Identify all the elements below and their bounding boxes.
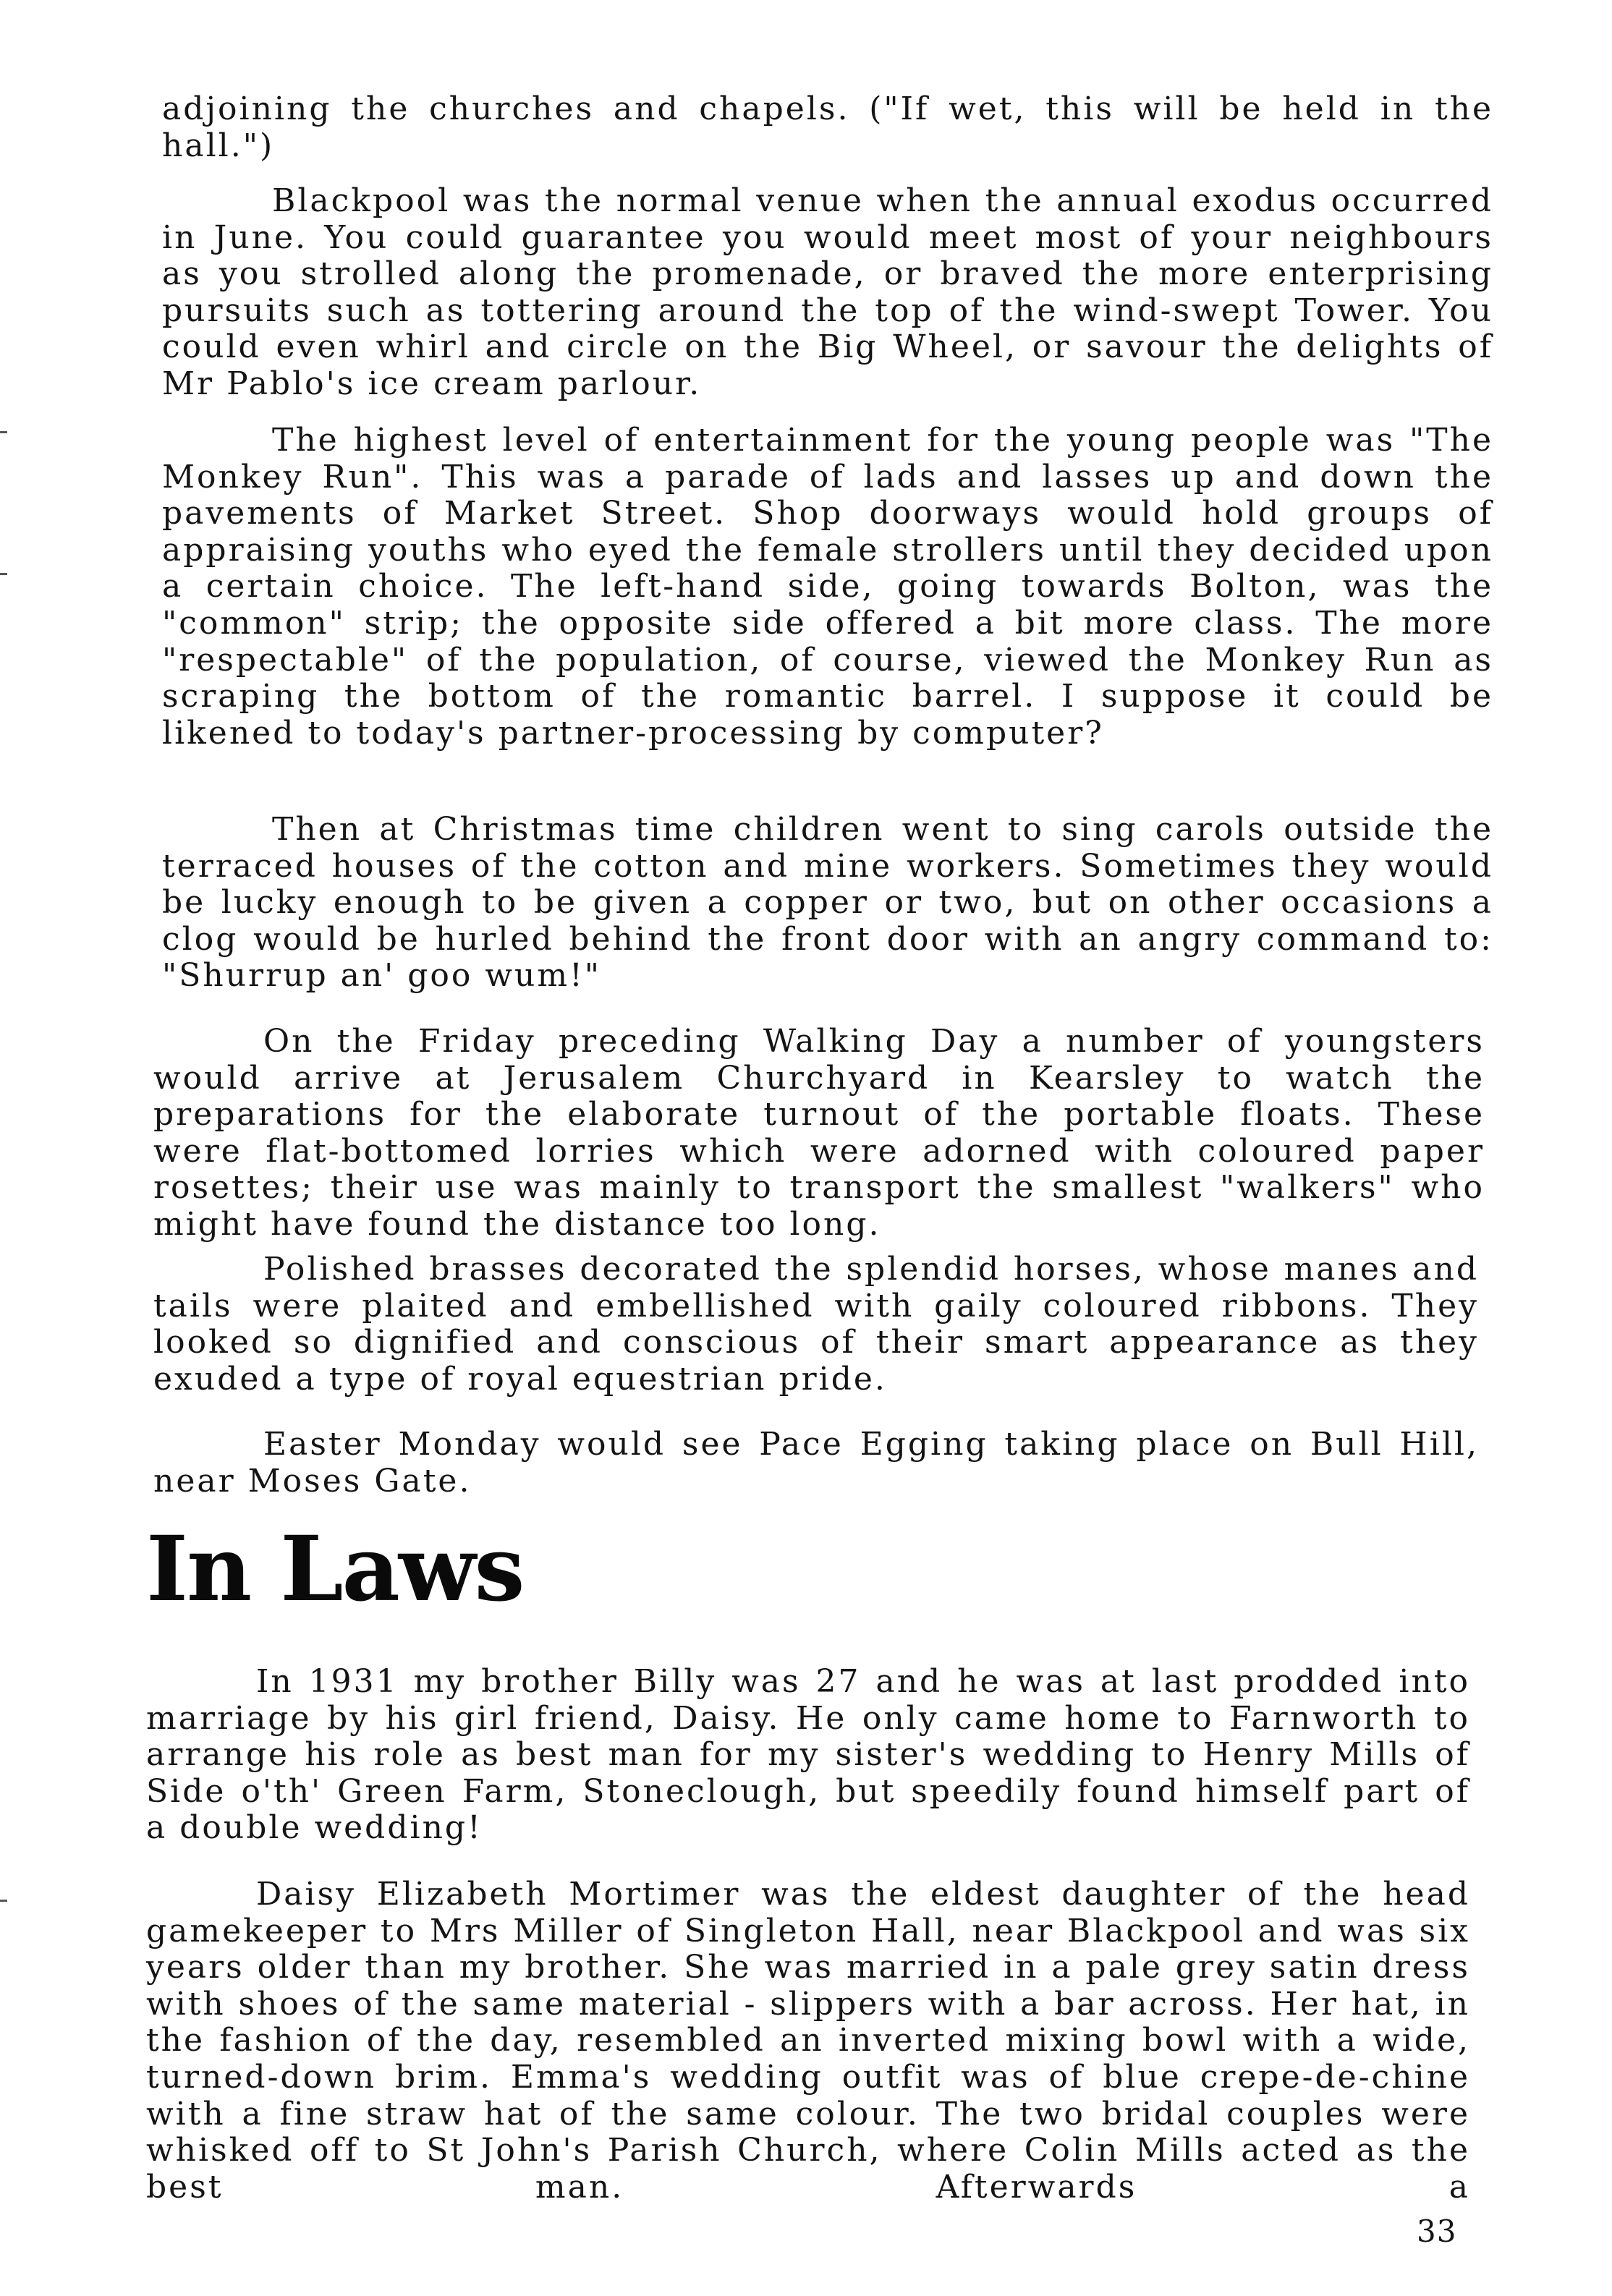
paragraph-hall-continuation: adjoining the churches and chapels. ("If wet, this will be held in the hall.") [162, 90, 1493, 164]
paragraph-daisy-wedding: Daisy Elizabeth Mortimer was the eldest daughter of the head gamekeeper to Mrs Miller of Singleton Hall, near Blackpool and was six years older than my brother. She was married in a pale grey satin dress with shoes of the same material - slippers with a bar across. Her hat, in the fashion of the day, resembled an inverted mixing bowl with a wide, turned-down brim. Emma's wedding outfit was of blue crepe-de-chine with a fine straw hat of the same colour. The two bridal couples were whisked off to St John's Parish Church, where Colin Mills acted as the best man. Afterwards a [146, 1876, 1470, 2206]
paragraph-blackpool: Blackpool was the normal venue when the annual exodus occurred in June. You could guarantee you would meet most of your neighbours as you strolled along the promenade, or braved the more enterprising pursuits such as tottering around the top of the wind-swept Tower. You could even whirl and circle on the Big Wheel, or savour the delights of Mr Pablo's ice cream parlour. [162, 182, 1493, 402]
scan-edge-mark [0, 1900, 7, 1902]
scan-edge-mark [0, 573, 7, 575]
paragraph-billy-marriage: In 1931 my brother Billy was 27 and he was at last prodded into marriage by his girl friend, Daisy. He only came home to Farnworth to arrange his role as best man for my sister's wedding to Henry Mills of Side o'th' Green Farm, Stoneclough, but speedily found himself part of a double wedding! [146, 1663, 1470, 1847]
scan-edge-mark [0, 431, 7, 433]
page-number: 33 [1417, 2214, 1457, 2249]
paragraph-polished-brasses: Polished brasses decorated the splendid horses, whose manes and tails were plaited and embellished with gaily coloured ribbons. They looked so dignified and conscious of their smart appearance as they exuded a type of royal equestrian pride. [153, 1251, 1479, 1398]
paragraph-christmas-carols: Then at Christmas time children went to sing carols outside the terraced houses of the cotton and mine workers. Sometimes they would be lucky enough to be given a copper or two, but on other occasions a clog would be hurled behind the front door with an angry command to: "Shurrup an' goo wum!" [162, 811, 1493, 995]
paragraph-easter-monday: Easter Monday would see Pace Egging taking place on Bull Hill, near Moses Gate. [153, 1426, 1479, 1500]
section-heading: In Laws [146, 1517, 524, 1622]
paragraph-walking-day: On the Friday preceding Walking Day a number of youngsters would arrive at Jerusalem Churchyard in Kearsley to watch the preparations for the elaborate turnout of the portable floats. These were flat-bottomed lorries which were adorned with coloured paper rosettes; their use was mainly to transport the smallest "walkers" who might have found the distance too long. [153, 1023, 1485, 1243]
paragraph-monkey-run: The highest level of entertainment for the young people was "The Monkey Run". This was a parade of lads and lasses up and down the pavements of Market Street. Shop doorways would hold groups of appraising youths who eyed the female strollers until they decided upon a certain choice. The left-hand side, going towards Bolton, was the "common" strip; the opposite side offered a bit more class. The more "respectable" of the population, of course, viewed the Monkey Run as scraping the bottom of the romantic barrel. I suppose it could be likened to today's partner-processing by computer? [162, 422, 1493, 752]
